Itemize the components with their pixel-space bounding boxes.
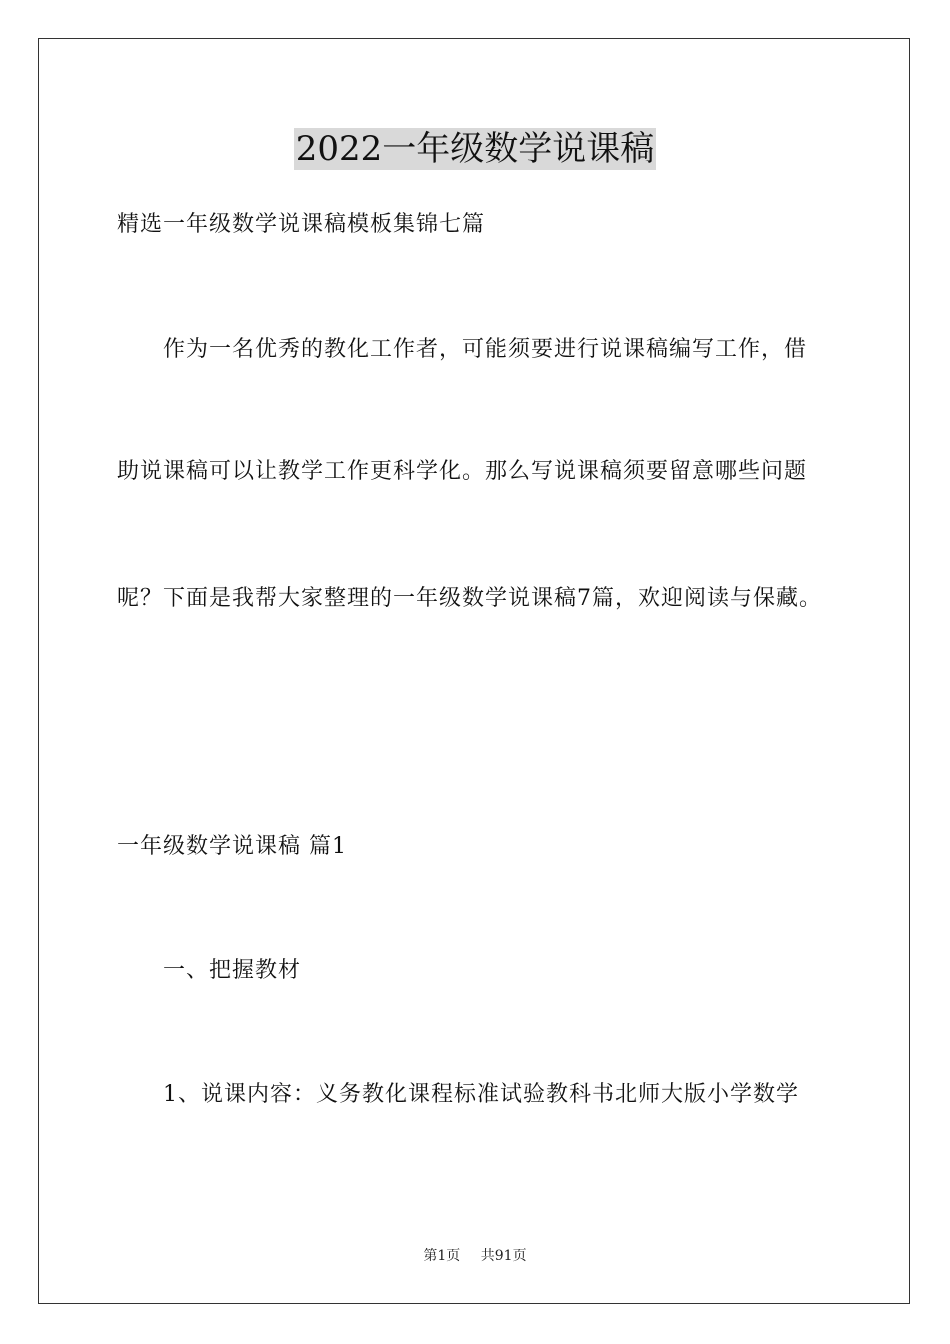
section-point: 1、说课内容：义务教化课程标准试验教科书北师大版小学数学 (163, 1082, 799, 1107)
document-subtitle: 精选一年级数学说课稿模板集锦七篇 (117, 212, 486, 237)
page-footer (0, 1247, 950, 1265)
section-heading: 一年级数学说课稿 篇1 (117, 834, 347, 859)
title-container (0, 128, 950, 170)
intro-line-1: 作为一名优秀的教化工作者，可能须要进行说课稿编写工作，借 (163, 337, 808, 362)
document-title: 2022一年级数学说课稿 (295, 129, 655, 169)
footer-page-number: 第1页 (423, 1248, 461, 1264)
intro-line-3: 呢？下面是我帮大家整理的一年级数学说课稿7篇，欢迎阅读与保藏。 (117, 586, 822, 611)
footer-total-pages: 共91页 (480, 1248, 527, 1264)
intro-line-2: 助说课稿可以让教学工作更科学化。那么写说课稿须要留意哪些问题 (117, 459, 808, 484)
section-item: 一、把握教材 (163, 958, 302, 983)
